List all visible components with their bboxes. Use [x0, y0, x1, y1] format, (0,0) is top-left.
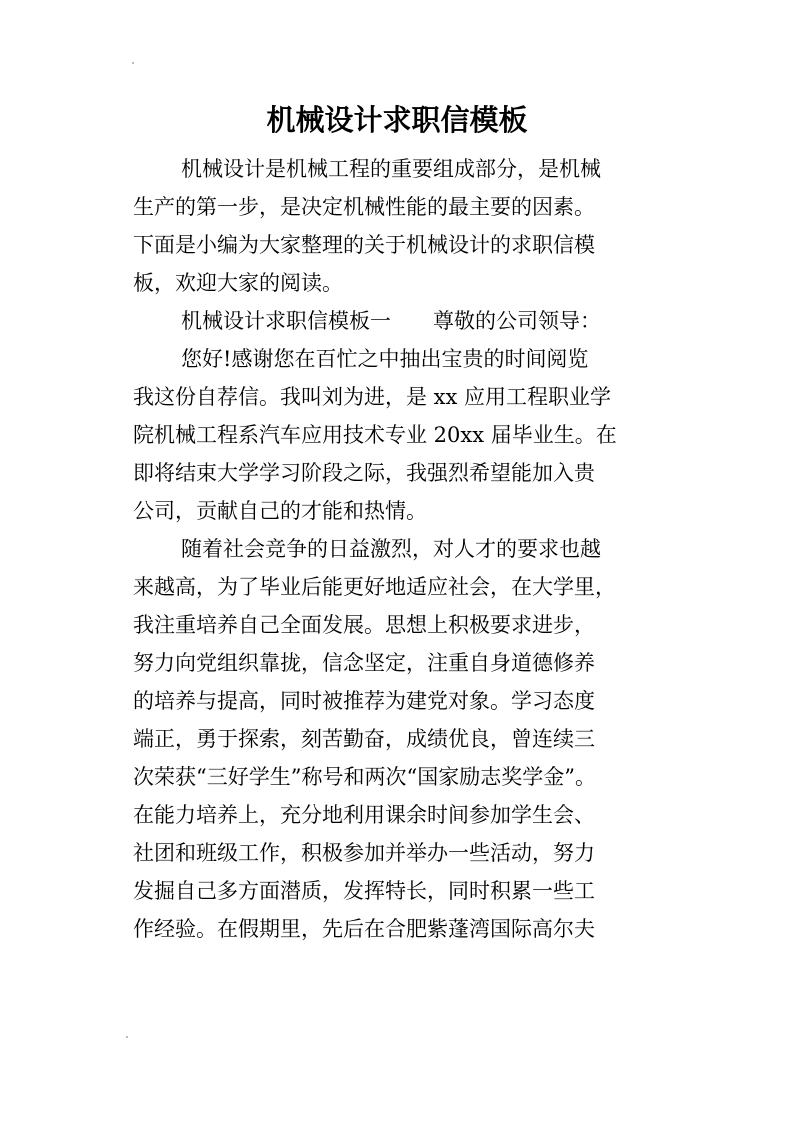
paragraph-line: 机械设计是机械工程的重要组成部分，是机械 — [181, 157, 601, 181]
paragraph-line: 作经验。在假期里，先后在合肥紫蓬湾国际高尔夫 — [133, 917, 595, 941]
paragraph-line: 随着社会竞争的日益激烈，对人才的要求也越 — [181, 537, 601, 561]
scan-speck — [132, 62, 134, 64]
paragraph-line: 发掘自己多方面潜质，发挥特长，同时积累一些工 — [133, 879, 595, 903]
document-body — [133, 150, 663, 948]
paragraph-line: 即将结束大学学习阶段之际，我强烈希望能加入贵 — [133, 461, 595, 485]
paragraph-line: 生产的第一步，是决定机械性能的最主要的因素。 — [133, 195, 595, 219]
paragraph-line: 公司，贡献自己的才能和热情。 — [133, 499, 427, 523]
scan-speck — [126, 1036, 128, 1038]
paragraph-line: 社团和班级工作，积极参加并举办一些活动，努力 — [133, 841, 595, 865]
paragraph-line: 您好!感谢您在百忙之中抽出宝贵的时间阅览 — [181, 347, 589, 371]
paragraph-line: 努力向党组织靠拢，信念坚定，注重自身道德修养 — [133, 651, 595, 675]
paragraph-line: 在能力培养上，充分地利用课余时间参加学生会、 — [133, 803, 595, 827]
paragraph-line: 来越高，为了毕业后能更好地适应社会，在大学里， — [133, 575, 616, 599]
document-title: 机械设计求职信模板 — [266, 103, 528, 137]
heading-line — [133, 302, 663, 340]
salutation: 尊敬的公司领导： — [433, 309, 601, 333]
paragraph-line: 下面是小编为大家整理的关于机械设计的求职信模 — [133, 233, 595, 257]
paragraph-line: 院机械工程系汽车应用技术专业 20xx 届毕业生。在 — [133, 423, 617, 447]
paragraph-line: 板，欢迎大家的阅读。 — [133, 271, 343, 295]
paragraph-line: 端正，勇于探索，刻苦勤奋，成绩优良，曾连续三 — [133, 727, 595, 751]
template-heading: 机械设计求职信模板一 — [181, 309, 391, 333]
paragraph-line: 我注重培养自己全面发展。思想上积极要求进步， — [133, 613, 595, 637]
paragraph-line: 我这份自荐信。我叫刘为进，是 xx 应用工程职业学 — [133, 385, 612, 409]
paragraph-line: 的培养与提高，同时被推荐为建党对象。学习态度 — [133, 689, 595, 713]
paragraph-line: 次荣获“三好学生”称号和两次“国家励志奖学金”。 — [133, 765, 596, 789]
